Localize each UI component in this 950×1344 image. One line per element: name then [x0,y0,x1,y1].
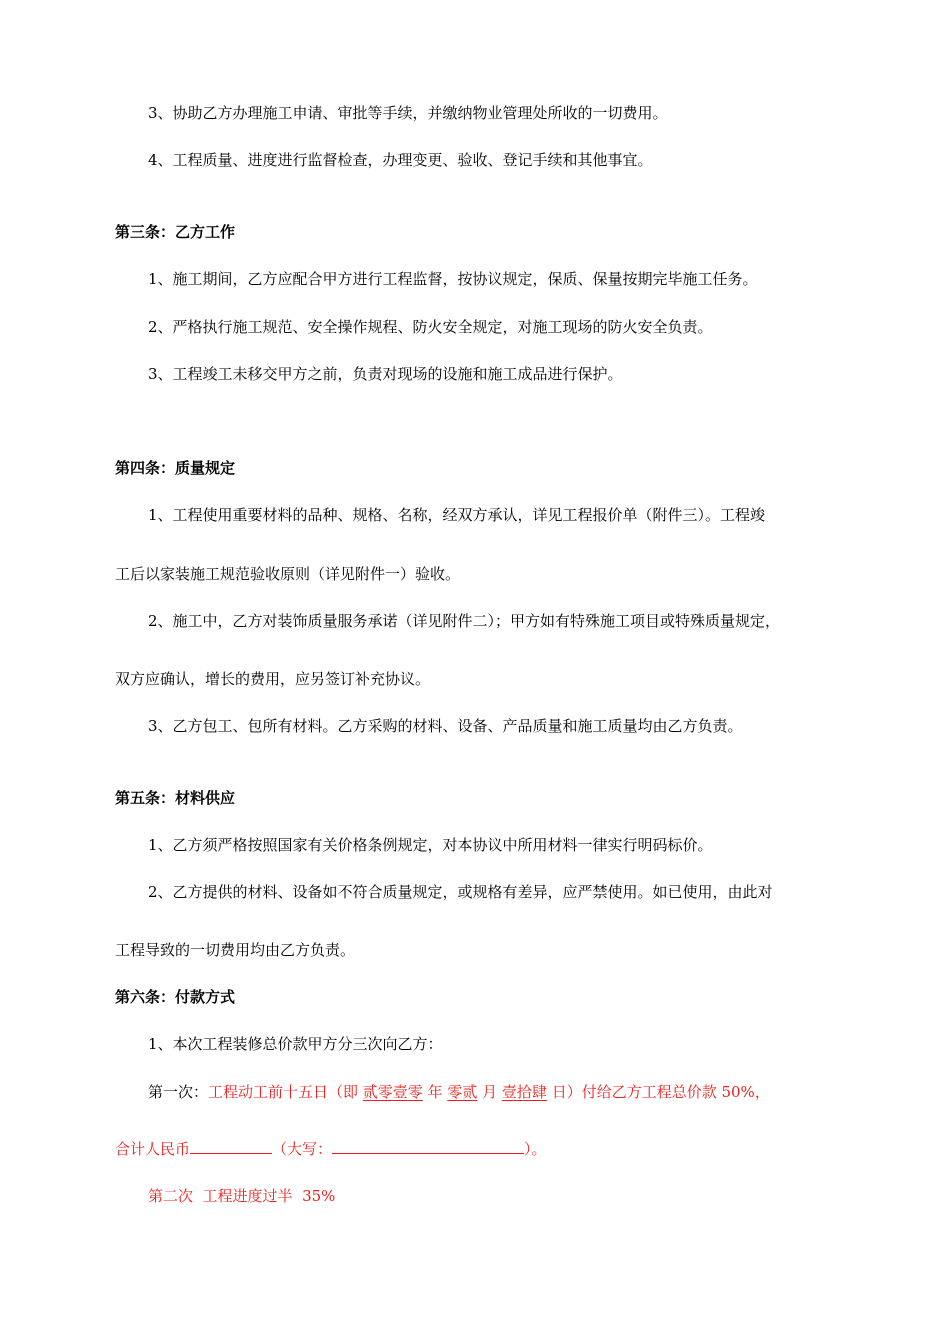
payment-first-suffix: 日）付给乙方工程总价款 50%， [546,1083,770,1101]
article5-item1: 1、乙方须严格按照国家有关价格条例规定，对本协议中所用材料一律实行明码标价。 [148,836,713,854]
article2-item3: 3、协助乙方办理施工申请、审批等手续，并缴纳物业管理处所收的一切费用。 [148,104,668,122]
payment-first-prefix: 工程动工前十五日（即 [208,1083,363,1101]
article6-item1: 1、本次工程装修总价款甲方分三次向乙方： [148,1035,443,1053]
payment-month-value: 零贰 [447,1083,478,1101]
amount-blank [190,1139,272,1154]
article4-item2-line2: 双方应确认，增长的费用，应另签订补充协议。 [115,670,431,688]
article3-item3: 3、工程竣工未移交甲方之前，负责对现场的设施和施工成品进行保护。 [148,365,623,383]
payment-year-unit: 年 [422,1083,448,1101]
payment-day-value: 壹拾肆 [501,1083,547,1101]
article4-item1-line2: 工后以家装施工规范验收原则（详见附件一）验收。 [115,565,461,583]
payment-month-unit: 月 [477,1083,502,1101]
payment-second: 第二次 工程进度过半 35% [148,1187,336,1205]
article3-item1: 1、施工期间，乙方应配合甲方进行工程监督，按协议规定，保质、保量按期完毕施工任务。 [148,270,758,288]
uppercase-blank [332,1139,524,1154]
article5-heading: 第五条：材料供应 [115,789,236,807]
amount-label: 合计人民币 [115,1140,191,1158]
amount-suffix: ）。 [524,1140,547,1158]
article4-item3: 3、乙方包工、包所有材料。乙方采购的材料、设备、产品质量和施工质量均由乙方负责。 [148,717,743,735]
article6-heading: 第六条：付款方式 [115,988,236,1006]
payment-first-line2 [115,1139,547,1159]
uppercase-label: （大写： [272,1140,333,1158]
article4-item2-line1: 2、施工中，乙方对装饰质量服务承诺（详见附件二）；甲方如有特殊施工项目或特殊质量规定， [148,612,781,630]
article3-item2: 2、严格执行施工规范、安全操作规程、防火安全规定，对施工现场的防火安全负责。 [148,318,713,336]
article2-item4: 4、工程质量、进度进行监督检查，办理变更、验收、登记手续和其他事宜。 [148,151,653,169]
article5-item2-line2: 工程导致的一切费用均由乙方负责。 [115,941,356,959]
article4-heading: 第四条：质量规定 [115,459,236,477]
payment-first-label: 第一次： [148,1083,209,1101]
article5-item2-line1: 2、乙方提供的材料、设备如不符合质量规定，或规格有差异，应严禁使用。如已使用，由此对 [148,883,773,901]
article4-item1-line1: 1、工程使用重要材料的品种、规格、名称，经双方承认，详见工程报价单（附件三）。工程竣 [148,506,766,524]
article3-heading: 第三条：乙方工作 [115,223,236,241]
payment-first-line1 [148,1082,770,1102]
payment-year-value: 贰零壹零 [362,1083,423,1101]
